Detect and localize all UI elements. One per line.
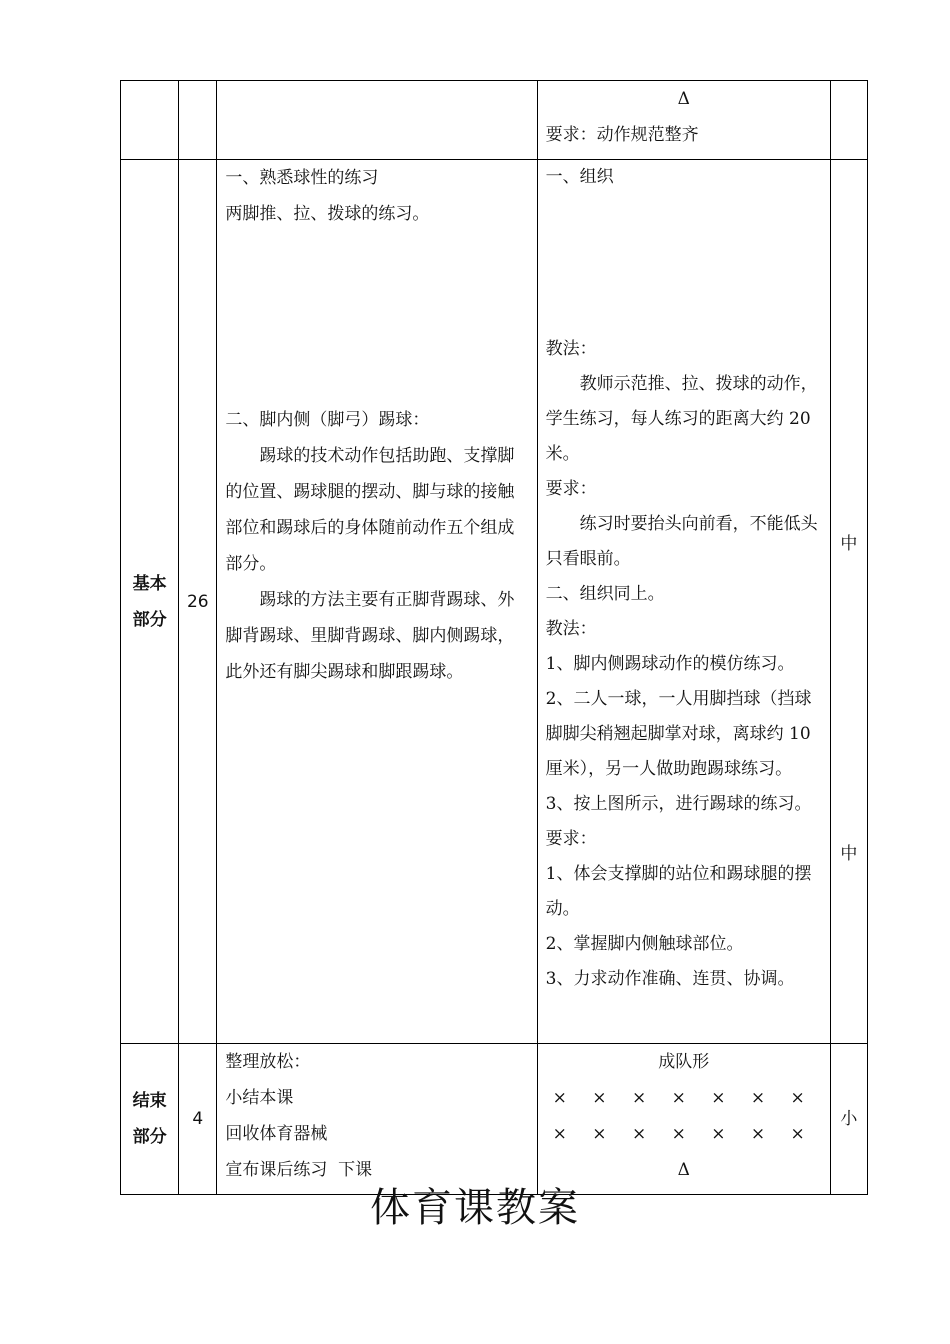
method-2-item-2: 2、二人一球，一人用脚挡球（挡球脚脚尖稍翘起脚掌对球，离球约 10 厘米），另一人做助跑踢球练习。 [545,689,812,779]
item2-paragraph-1: 踢球的技术动作包括助跑、支撑脚的位置、踢球腿的摆动、脚与球的接触部位和踢球后的身体随前动作五个组成部分。 [225,446,515,574]
section-cell-empty [121,81,179,160]
method-text-1: 教师示范推、拉、拨球的动作，学生练习，每人练习的距离大约 20 米。 [545,374,818,464]
content-cell-ending [217,1044,537,1195]
method-label-1: 教法： [545,339,597,359]
content-cell-empty [217,81,537,160]
table-row-basic [121,160,868,1044]
formation-label: 成队形 [658,1052,710,1072]
intensity-cell-empty [830,81,867,160]
requirement-label-1: 要求： [545,479,597,499]
minutes-basic: 26 [179,160,217,1044]
requirement-label-2: 要求： [545,829,597,849]
item2-paragraph-2: 踢球的方法主要有正脚背踢球、外脚背踢球、里脚背踢球、脚内侧踢球，此外还有脚尖踢球和脚跟踢球。 [225,590,515,682]
intensity-basic-1: 中 [840,534,858,554]
section-label-ending: 结束 部分 [121,1044,179,1195]
intensity-ending: 小 [830,1044,867,1195]
ending-item-4: 宣布课后练习 下课 [225,1160,373,1180]
ending-item-3: 回收体育器械 [225,1124,328,1144]
minutes-cell-empty [179,81,217,160]
item2-title: 二、脚内侧（脚弓）踢球： [225,410,430,430]
formation-row-2: × × × × × × × [552,1124,815,1144]
content-cell-basic [217,160,537,1044]
requirement-text-1: 练习时要抬头向前看，不能低头只看眼前。 [545,514,818,569]
organization-2: 二、组织同上。 [545,584,665,604]
requirement-2-item-2: 2、掌握脚内侧触球部位。 [545,934,744,954]
item1-title: 一、熟悉球性的练习 [225,168,379,188]
table-row-top [121,81,868,160]
table-row-ending [121,1044,868,1195]
item1-text: 两脚推、拉、拨球的练习。 [225,204,430,224]
intensity-cell-basic [830,160,867,1044]
organization-1: 一、组织 [545,167,614,187]
lesson-plan-table [120,80,868,1195]
organization-cell-basic [537,160,830,1044]
method-2-item-3: 3、按上图所示，进行踢球的练习。 [545,794,812,814]
section-label-basic: 基本 部分 [121,160,179,1044]
teacher-position-marker: Δ [677,89,690,109]
minutes-ending: 4 [179,1044,217,1195]
method-2-item-1: 1、脚内侧踢球动作的模仿练习。 [545,654,795,674]
ending-item-2: 小结本课 [225,1088,294,1108]
intensity-basic-2: 中 [840,844,858,864]
formation-row-1: × × × × × × × [552,1088,815,1108]
document-title: 体育课教案 [370,1185,580,1231]
method-label-2: 教法： [545,619,597,639]
organization-cell-ending [537,1044,830,1195]
teacher-position-marker-ending: Δ [677,1160,690,1180]
requirement-2-item-3: 3、力求动作准确、连贯、协调。 [545,969,795,989]
ending-item-1: 整理放松： [225,1052,311,1072]
organization-cell-top [537,81,830,160]
requirement-text: 要求：动作规范整齐 [545,125,699,145]
requirement-2-item-1: 1、体会支撑脚的站位和踢球腿的摆动。 [545,864,812,919]
